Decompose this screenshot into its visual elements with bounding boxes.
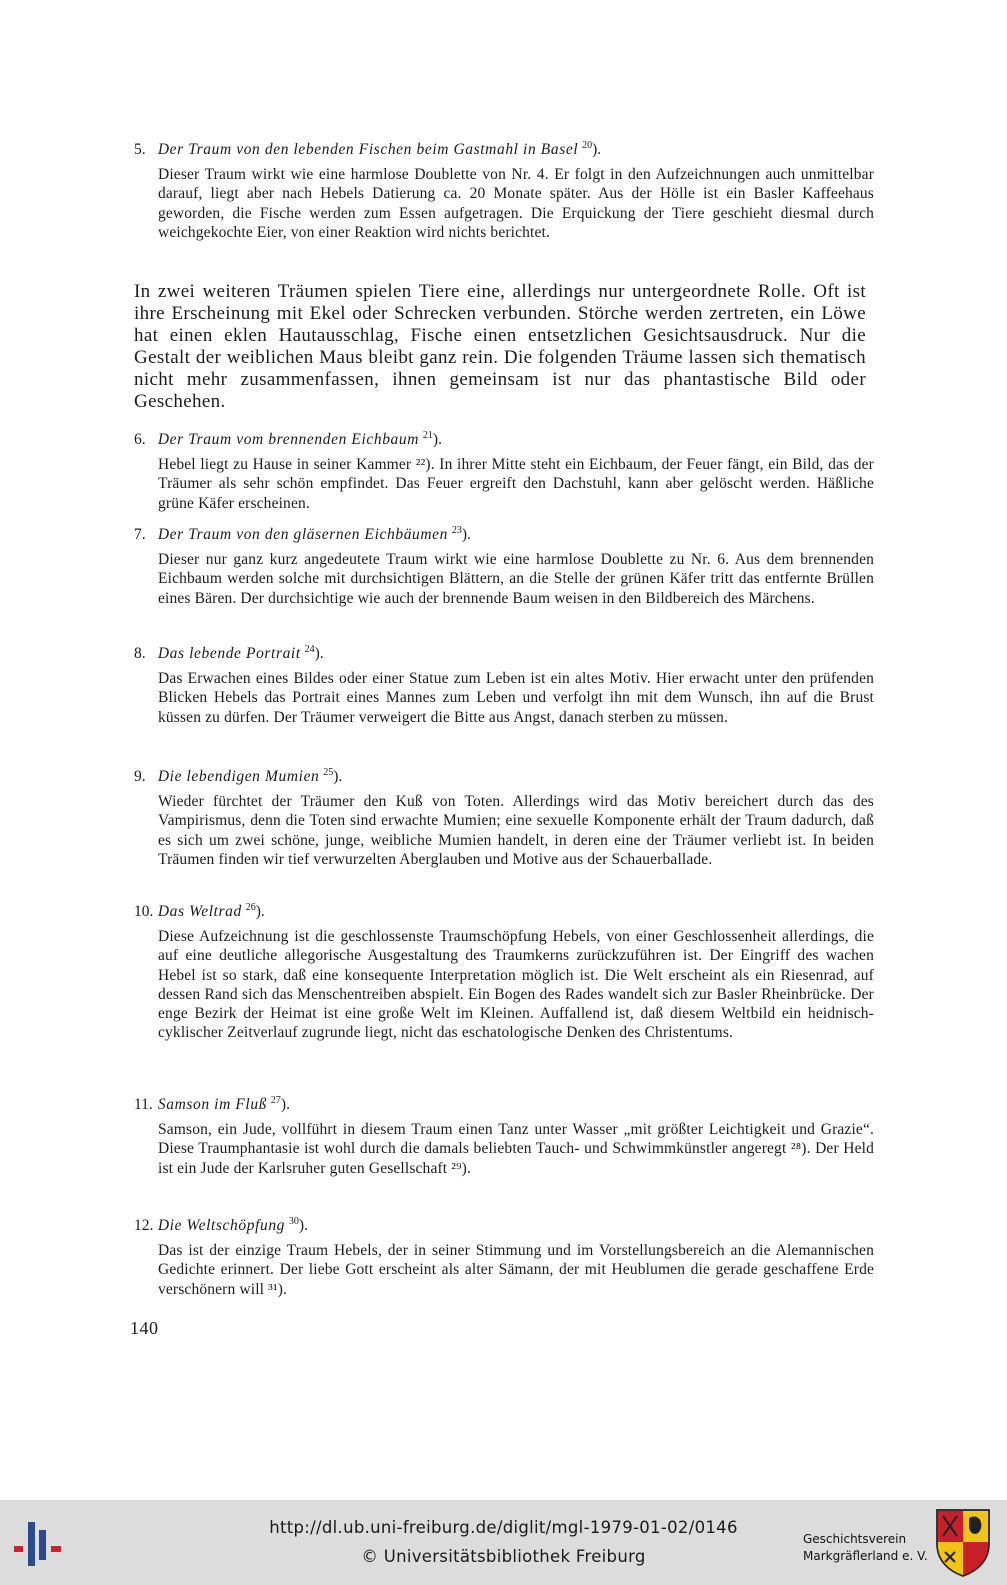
dream-entry-11 — [134, 1091, 874, 1178]
heading-close: ). — [298, 1217, 308, 1235]
entry-number: 7. — [134, 526, 146, 544]
footnote-ref: 25 — [323, 767, 334, 778]
heading-close: ). — [255, 903, 265, 921]
entry-number: 6. — [134, 431, 146, 449]
entry-heading — [134, 1212, 874, 1236]
entry-number: 12. — [134, 1217, 154, 1235]
footnote-ref: 27 — [270, 1095, 281, 1106]
dream-entry-12 — [134, 1212, 874, 1299]
society-name — [803, 1531, 933, 1565]
markgraeflerland-crest-icon — [935, 1508, 991, 1578]
main-paragraph: In zwei weiteren Träumen spielen Tiere eine, allerdings nur untergeordnete Rolle. Oft ist ihre Erscheinung mit Ekel oder Schrecken verbunden. Störche werden zertreten, ein Löwe hat einen eklen Hautausschlag, Fische einen entsetzlichen Gesichtsausdruck. Nur die Gestalt der weiblichen Maus bleibt ganz rein. Die folgenden Träume lassen sich thematisch nicht mehr zusammenfassen, ihnen gemeinsam ist nur das phantastische Bild oder Geschehen. — [134, 281, 866, 412]
entry-number: 5. — [134, 141, 146, 159]
entry-title: Die lebendigen Mumien — [157, 768, 320, 786]
entry-title: Die Weltschöpfung — [157, 1217, 286, 1235]
entry-heading — [134, 136, 874, 160]
entry-text: Samson, ein Jude, vollführt in diesem Traum einen Tanz unter Wasser „mit größter Leichtigkeit und Grazie“. Diese Traumphantasie ist wohl durch die damals beliebten Tauch- und Schwimmkünstler angeregt ²⁸). Der Held ist ein Jude der Karlsruher guten Gesellschaft ²⁹). — [158, 1121, 874, 1177]
entry-number: 11. — [134, 1096, 153, 1114]
society-name-line1: Geschichtsverein — [803, 1532, 907, 1546]
entry-title: Das lebende Portrait — [157, 645, 301, 663]
entry-text: Wieder fürchtet der Träumer den Kuß von Toten. Allerdings wird das Motiv bereichert durch das des Vampirismus, denn die Toten sind erwachte Mumien; eine sexuelle Komponente erhält der Traum dadurch, daß es sich um zwei schöne, junge, weibliche Mumien handelt, in deren eine der Träumer verliebt ist. In beiden Träumen finden wir tief verwurzelten Aberglauben und Motive aus der Schauerballade. — [158, 793, 874, 868]
page-number: 140 — [130, 1318, 159, 1338]
footnote-ref: 30 — [288, 1216, 299, 1227]
footnote-ref: 23 — [451, 525, 462, 536]
entry-heading — [134, 898, 874, 922]
heading-close: ). — [592, 141, 602, 159]
permalink-url[interactable]: http://dl.ub.uni-freiburg.de/diglit/mgl-1979-01-02/0146 — [269, 1518, 738, 1537]
heading-close: ). — [314, 645, 324, 663]
entry-title: Das Weltrad — [157, 903, 242, 921]
footnote-ref: 26 — [245, 902, 256, 913]
entry-text: Diese Aufzeichnung ist die geschlossenste Traumschöpfung Hebels, von einer Geschlossenheit allerdings, die auf eine deutliche allegorische Ausgestaltung des Traumkerns zurückzuführen ist. Der Eingriff des wachen Hebel ist so stark, daß eine konsequente Interpretation möglich ist. Die Welt erscheint als ein Riesenrad, auf dessen Rand sich das Menschentreiben abspielt. Ein Bogen des Rades wandelt sich zur Basler Rheinbrücke. Der enge Bezirk der Heimat ist eine große Welt im Kleinen. Auffallend ist, daß diesem Weltbild ein heidnisch-cyklischer Zeitverlauf zugrunde liegt, nicht das eschatologische Denken des Christentums. — [158, 928, 874, 1042]
entry-heading — [134, 763, 874, 787]
dream-entry-9 — [134, 763, 874, 869]
heading-close: ). — [280, 1096, 290, 1114]
entry-heading — [134, 426, 874, 450]
entry-title: Der Traum von den gläsernen Eichbäumen — [157, 526, 449, 544]
entry-number: 10. — [134, 903, 154, 921]
entry-title: Samson im Fluß — [157, 1096, 268, 1114]
entry-text: Das ist der einzige Traum Hebels, der in seiner Stimmung und im Vorstellungsbereich an die Alemannischen Gedichte erinnert. Der liebe Gott erscheint als alter Sämann, der mit Heublumen die gerade geschaffene Erde verschönern will ³¹). — [158, 1242, 874, 1298]
entry-title: Der Traum vom brennenden Eichbaum — [157, 431, 420, 449]
entry-number: 8. — [134, 645, 146, 663]
dream-entry-6 — [134, 426, 874, 513]
dream-entry-7 — [134, 521, 874, 608]
dream-entry-10 — [134, 898, 874, 1042]
footnote-ref: 20 — [582, 140, 593, 151]
digital-library-footer — [0, 1500, 1007, 1585]
society-name-line2: Markgräflerland e. V. — [803, 1549, 928, 1563]
entry-heading — [134, 521, 874, 545]
entry-heading — [134, 1091, 874, 1115]
entry-text: Dieser nur ganz kurz angedeutete Traum wirkt wie eine harmlose Doublette zu Nr. 6. Aus dem brennenden Eichbaum werden solche mit durchsichtigen Blättern, an die Stelle der grünen Käfer tritt das entfernte Brüllen eines Bären. Der durchsichtige wie auch der brennende Baum weisen in den Bildbereich des Märchens. — [158, 551, 874, 607]
entry-heading — [134, 640, 874, 664]
entry-number: 9. — [134, 768, 146, 786]
footnote-ref: 21 — [422, 430, 433, 441]
entry-title: Der Traum von den lebenden Fischen beim Gastmahl in Basel — [157, 141, 579, 159]
footnote-ref: 24 — [304, 644, 315, 655]
entry-text: Dieser Traum wirkt wie eine harmlose Doublette von Nr. 4. Er folgt in den Aufzeichnungen auch unmittelbar darauf, liegt aber nach Hebels Datierung ca. 20 Monate später. Aus der Hölle ist ein Basler Kaffeehaus geworden, die Fische werden zum Essen aufgetragen. Die Erquickung der Tiere geschieht diesmal durch weichgekochte Eier, von einer Reaktion wird nichts berichtet. — [158, 166, 874, 241]
dream-entry-8 — [134, 640, 874, 727]
entry-text: Das Erwachen eines Bildes oder einer Statue zum Leben ist ein altes Motiv. Hier erwacht unter den prüfenden Blicken Hebels das Portrait eines Mannes zum Leben und verfolgt ihn mit dem Wunsch, ihn auf die Brust küssen zu dürfen. Der Träumer verweigert die Bitte aus Angst, danach sterben zu müssen. — [158, 670, 874, 726]
heading-close: ). — [461, 526, 471, 544]
heading-close: ). — [333, 768, 343, 786]
entry-text: Hebel liegt zu Hause in seiner Kammer ²²). In ihrer Mitte steht ein Eichbaum, der Feuer fängt, ein Bild, das der Träumer als sehr schön empfindet. Das Feuer ergreift den Dachstuhl, kann aber gelöscht werden. Häßliche grüne Käfer erscheinen. — [158, 456, 874, 512]
heading-close: ). — [432, 431, 442, 449]
dream-entry-5 — [134, 136, 874, 242]
copyright-notice: © Universitätsbibliothek Freiburg — [361, 1547, 646, 1566]
